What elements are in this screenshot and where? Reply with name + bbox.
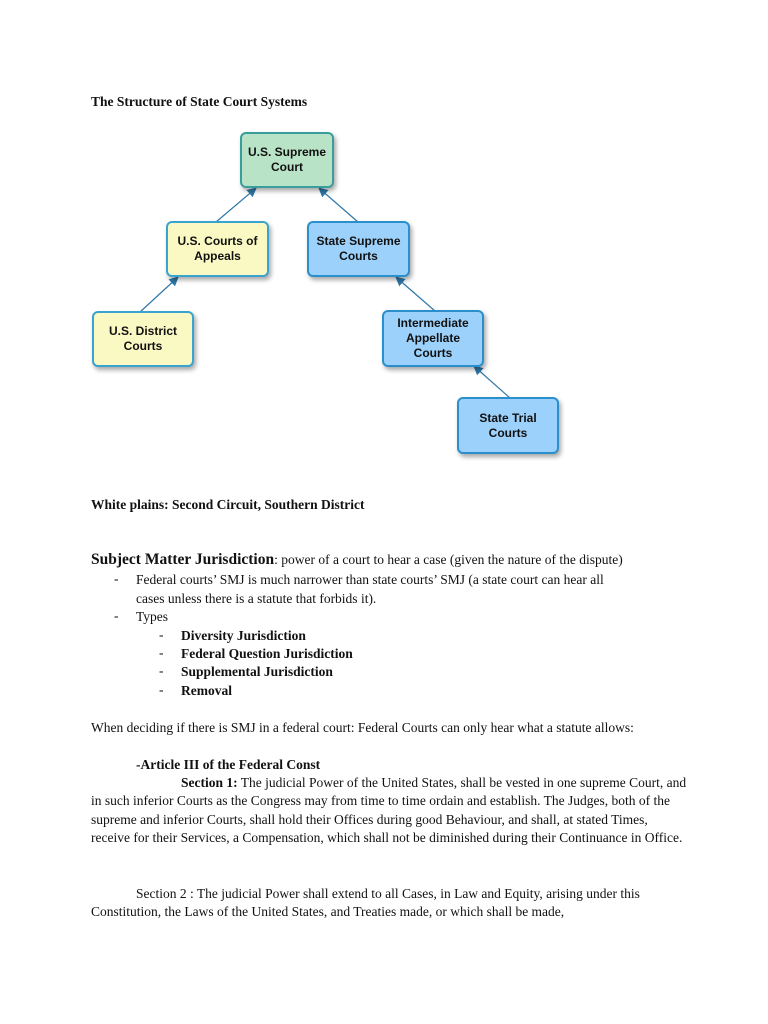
type-item: Supplemental Jurisdiction	[181, 664, 333, 679]
types-label: Types	[136, 609, 169, 624]
node-state-trial-courts	[457, 397, 559, 454]
arrow-trial-to-intermediate	[475, 367, 510, 398]
smj-bullet-1-line-1: Federal courts’ SMJ is much narrower than state courts’ SMJ (a state court can hear all	[136, 572, 604, 587]
type-item: Removal	[181, 683, 232, 698]
section-1-paragraph	[91, 774, 689, 848]
bullet-dash: -	[159, 627, 164, 642]
arrow-intermediate-to-state-supreme	[397, 278, 435, 311]
node-us-supreme-court	[240, 132, 334, 188]
bullet-dash: -	[114, 571, 119, 586]
node-label: Intermediate Appellate Courts	[397, 316, 469, 360]
section-2-paragraph: Section 2 : The judicial Power shall extend to all Cases, in Law and Equity, arising under this Constitution, the Laws of the United States, and Treaties made, or which shall be made,	[91, 886, 640, 920]
node-label: U.S. Supreme Court	[247, 145, 327, 174]
page-title: The Structure of State Court Systems	[91, 94, 308, 109]
node-label: U.S. District Courts	[108, 324, 177, 353]
smj-term: Subject Matter Jurisdiction	[91, 551, 275, 568]
smj-definition-text: : power of a court to hear a case (given the nature of the dispute)	[274, 552, 623, 567]
federal-intro: When deciding if there is SMJ in a federal court: Federal Courts can only hear what a statute allows:	[91, 720, 634, 735]
node-label: U.S. Courts of Appeals	[177, 234, 258, 263]
bullet-dash: -	[159, 645, 164, 660]
node-us-courts-of-appeals	[166, 221, 269, 277]
circuit-line: White plains: Second Circuit, Southern District	[91, 497, 365, 512]
type-item: Federal Question Jurisdiction	[181, 646, 353, 661]
smj-bullet-1-line-2: cases unless there is a statute that forbids it).	[136, 591, 377, 606]
arrow-appeals-to-supreme	[216, 189, 255, 222]
node-us-district-courts	[92, 311, 194, 367]
type-item: Diversity Jurisdiction	[181, 628, 306, 643]
smj-definition	[91, 551, 623, 569]
node-label: State Trial Courts	[479, 410, 537, 440]
node-intermediate-appellate-courts	[382, 310, 484, 367]
section-1-text: The judicial Power of the United States, shall be vested in one supreme Court, and in such inferior Courts as the Congress may from time to time ordain and establish. The Judges, both of the supreme and inferior Courts, shall hold their Offices during good Behaviour, and shall, at stated Times, receive for their Services, a Compensation, which shall not be diminished during their Continuance in Office.	[91, 775, 687, 846]
arrow-state-supreme-to-us-supreme	[320, 189, 358, 222]
node-state-supreme-courts	[307, 221, 410, 277]
node-label: State Supreme Courts	[316, 234, 401, 263]
article-heading: -Article III of the Federal Const	[136, 757, 321, 772]
section-1-label: Section 1:	[181, 775, 238, 790]
bullet-dash: -	[159, 663, 164, 678]
bullet-dash: -	[114, 608, 119, 623]
arrow-district-to-appeals	[140, 278, 177, 312]
bullet-dash: -	[159, 682, 164, 697]
